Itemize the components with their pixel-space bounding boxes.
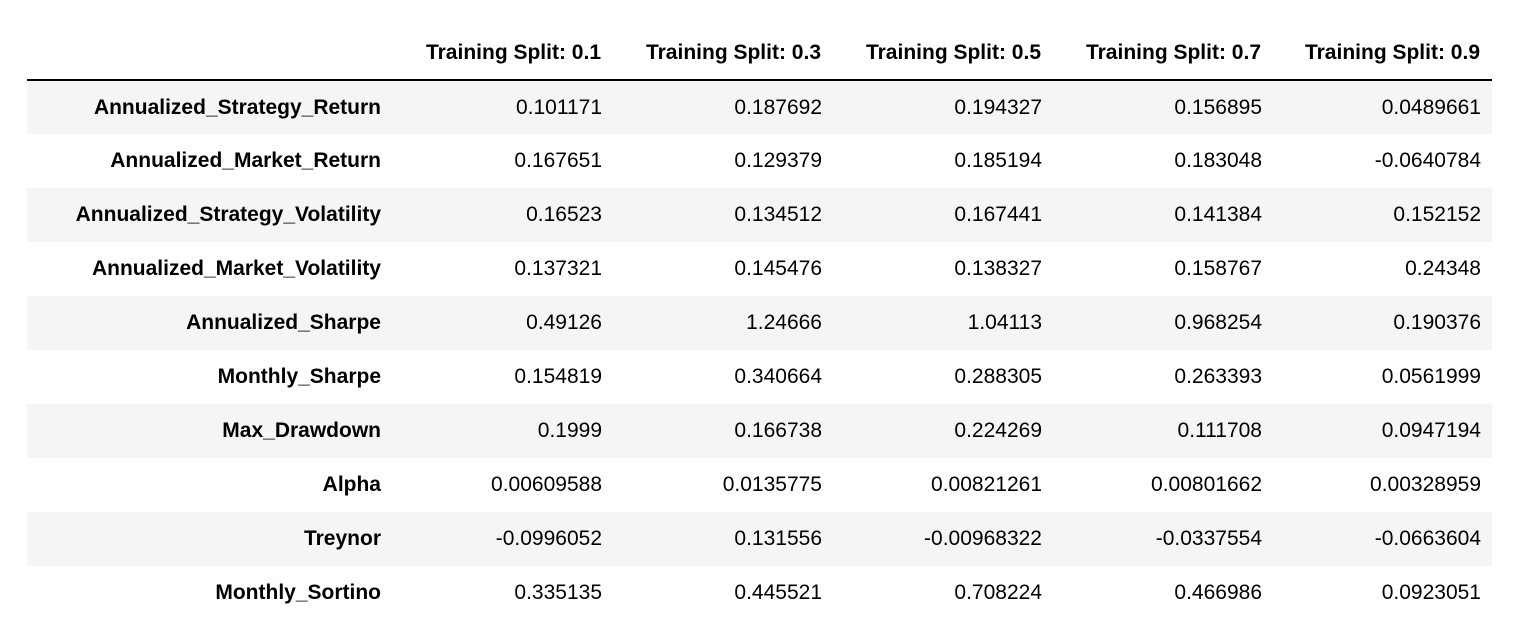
table-cell: 0.288305 — [954, 365, 1042, 388]
table-cell: -0.0640784 — [1374, 149, 1481, 172]
table-cell: -0.0663604 — [1374, 527, 1481, 550]
index-header-cell — [27, 26, 393, 80]
table-cell: 0.24348 — [1405, 257, 1481, 280]
table-cell: 0.187692 — [734, 95, 822, 119]
table-cell: 0.0947194 — [1381, 419, 1481, 442]
table-cell: 0.137321 — [514, 257, 602, 280]
table-cell: -0.0337554 — [1155, 527, 1262, 550]
table-cell: 0.194327 — [954, 95, 1042, 119]
dataframe-container — [27, 26, 1492, 620]
table-cell: 0.0561999 — [1381, 365, 1481, 388]
table-cell: 0.466986 — [1174, 581, 1262, 604]
row-label: Monthly_Sortino — [215, 581, 381, 604]
column-header: Training Split: 0.9 — [1273, 26, 1492, 80]
table-row — [27, 134, 1492, 188]
table-row — [27, 404, 1492, 458]
table-cell: -0.00968322 — [924, 527, 1042, 550]
table-row — [27, 80, 1492, 134]
column-header: Training Split: 0.1 — [393, 26, 613, 80]
table-cell: 0.166738 — [734, 419, 822, 442]
table-cell: 0.00328959 — [1370, 473, 1481, 496]
table-cell: 0.708224 — [954, 581, 1042, 604]
table-cell: 0.131556 — [734, 527, 822, 550]
table-row — [27, 242, 1492, 296]
row-label: Annualized_Strategy_Volatility — [75, 203, 381, 226]
table-cell: 0.49126 — [526, 311, 602, 334]
table-cell: 0.138327 — [954, 257, 1042, 280]
table-row — [27, 296, 1492, 350]
table-row — [27, 350, 1492, 404]
table-cell: 0.145476 — [734, 257, 822, 280]
table-row — [27, 512, 1492, 566]
table-cell: 0.129379 — [734, 149, 822, 172]
table-cell: 0.224269 — [954, 419, 1042, 442]
table-cell: 0.16523 — [526, 203, 602, 226]
table-cell: 0.152152 — [1393, 203, 1481, 226]
table-cell: 0.0135775 — [722, 473, 822, 496]
table-cell: 0.158767 — [1174, 257, 1262, 280]
row-label: Annualized_Strategy_Return — [93, 95, 381, 119]
table-cell: 0.101171 — [515, 95, 602, 119]
table-header — [27, 26, 1492, 80]
row-label: Annualized_Sharpe — [186, 311, 381, 334]
table-cell: 0.1999 — [537, 419, 602, 442]
row-label: Annualized_Market_Volatility — [91, 257, 381, 280]
table-cell: 0.00609588 — [491, 473, 602, 496]
table-cell: -0.0996052 — [495, 527, 602, 550]
table-row — [27, 566, 1492, 620]
table-cell: 0.111708 — [1177, 419, 1262, 442]
table-cell: 0.183048 — [1174, 149, 1262, 172]
table-cell: 0.263393 — [1174, 365, 1262, 388]
table-cell: 0.445521 — [734, 581, 822, 604]
column-header: Training Split: 0.7 — [1053, 26, 1273, 80]
table-cell: 1.04113 — [967, 311, 1042, 334]
table-body — [27, 80, 1492, 620]
table-cell: 0.968254 — [1174, 311, 1262, 334]
table-cell: 0.00821261 — [931, 473, 1042, 496]
row-label: Annualized_Market_Return — [110, 149, 381, 172]
table-cell: 0.167441 — [954, 203, 1042, 226]
row-label: Alpha — [322, 473, 381, 496]
table-cell: 0.156895 — [1174, 95, 1262, 119]
table-cell: 0.0489661 — [1381, 95, 1481, 119]
row-label: Max_Drawdown — [222, 419, 381, 442]
results-table — [27, 26, 1492, 620]
table-cell: 1.24666 — [746, 311, 822, 334]
column-header: Training Split: 0.3 — [613, 26, 833, 80]
table-cell: 0.134512 — [734, 203, 822, 226]
row-label: Monthly_Sharpe — [217, 365, 381, 388]
column-header: Training Split: 0.5 — [833, 26, 1053, 80]
table-row — [27, 458, 1492, 512]
table-cell: 0.185194 — [954, 149, 1042, 172]
table-cell: 0.335135 — [514, 581, 602, 604]
table-row — [27, 188, 1492, 242]
table-cell: 0.340664 — [734, 365, 822, 388]
table-cell: 0.0923051 — [1381, 581, 1481, 604]
header-row — [27, 26, 1492, 80]
table-cell: 0.00801662 — [1151, 473, 1262, 496]
table-cell: 0.190376 — [1393, 311, 1481, 334]
table-cell: 0.141384 — [1174, 203, 1262, 226]
table-cell: 0.167651 — [514, 149, 602, 172]
row-label: Treynor — [303, 527, 381, 550]
table-cell: 0.154819 — [514, 365, 602, 388]
